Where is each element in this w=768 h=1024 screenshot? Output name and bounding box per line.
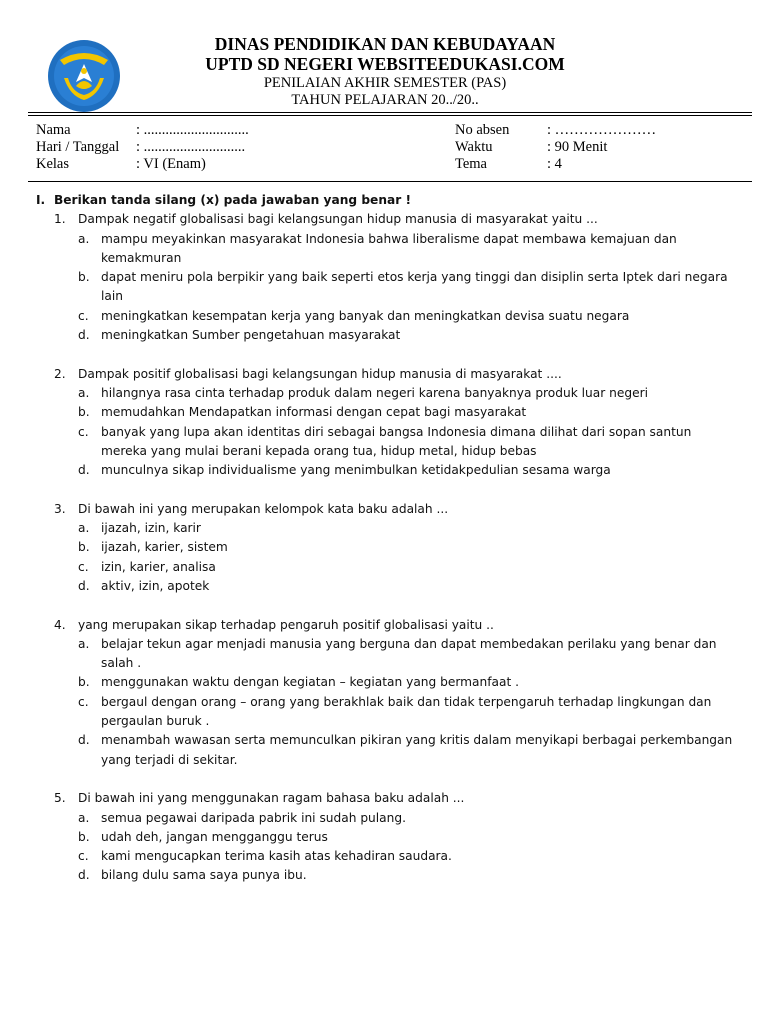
option-text: menambah wawasan serta memunculkan pikiran yang kritis dalam menyikapi berbagai perkembangan yang terjadi di sekitar.: [101, 733, 733, 767]
identity-label: Waktu: [455, 139, 493, 155]
option-text: memudahkan Mendapatkan informasi dengan cepat bagi masyarakat: [101, 405, 527, 420]
option-letter: d.: [78, 733, 90, 748]
header-divider-bottom: [28, 115, 752, 116]
tut-wuri-handayani-logo-icon: [46, 38, 122, 114]
identity-value: : 4: [547, 156, 562, 172]
answer-option: [78, 384, 736, 403]
question: [36, 616, 736, 635]
option-letter: b.: [78, 540, 90, 555]
instruction-text: Berikan tanda silang (x) pada jawaban yang benar !: [54, 193, 412, 207]
question: [36, 500, 736, 519]
spacer: [36, 770, 736, 789]
answer-option: [78, 828, 736, 847]
answer-options: [36, 635, 736, 770]
option-letter: b.: [78, 270, 90, 285]
option-letter: b.: [78, 675, 90, 690]
question: [36, 365, 736, 384]
answer-options: [36, 519, 736, 596]
option-letter: a.: [78, 810, 90, 825]
section-number: I.: [36, 193, 46, 207]
identity-label: No absen: [455, 122, 510, 138]
answer-option: [78, 809, 736, 828]
identity-value: : …………………: [547, 122, 657, 138]
option-text: belajar tekun agar menjadi manusia yang berguna dan dapat membedakan perilaku yang benar dan salah .: [101, 636, 717, 671]
option-letter: d.: [78, 328, 90, 343]
spacer: [36, 596, 736, 615]
identity-right: [455, 122, 656, 173]
identity-label: Nama: [36, 122, 71, 138]
header-school: UPTD SD NEGERI WEBSITEEDUKASI.COM: [205, 54, 565, 74]
answer-option: [78, 693, 736, 732]
question-number: 1.: [54, 212, 66, 227]
option-letter: a.: [78, 385, 90, 400]
question-number: 5.: [54, 791, 66, 806]
answer-option: [78, 307, 736, 326]
identity-value: : ............................: [136, 139, 246, 155]
option-letter: c.: [78, 849, 89, 864]
option-text: semua pegawai daripada pabrik ini sudah pulang.: [101, 810, 406, 825]
option-letter: a.: [78, 521, 90, 536]
identity-divider: [28, 181, 752, 182]
option-text: dapat meniru pola berpikir yang baik seperti etos kerja yang tinggi dan disiplin serta Iptek dari negara lain: [101, 270, 728, 304]
option-letter: d.: [78, 578, 90, 593]
option-text: bilang dulu sama saya punya ibu.: [101, 868, 307, 883]
option-text: meningkatkan kesempatan kerja yang banyak dan meningkatkan devisa suatu negara: [101, 308, 630, 323]
answer-option: [78, 673, 736, 692]
option-text: udah deh, jangan mengganggu terus: [101, 829, 328, 844]
option-letter: a.: [78, 231, 90, 246]
spacer: [36, 480, 736, 499]
question-text: yang merupakan sikap terhadap pengaruh positif globalisasi yaitu ..: [78, 617, 494, 632]
identity-value: : 90 Menit: [547, 139, 608, 155]
answer-option: [78, 847, 736, 866]
identity-label: Tema: [455, 156, 487, 172]
question-text: Dampak positif globalisasi bagi kelangsungan hidup manusia di masyarakat ....: [78, 366, 562, 381]
option-letter: c.: [78, 424, 89, 439]
question-number: 4.: [54, 617, 66, 632]
header-agency: DINAS PENDIDIKAN DAN KEBUDAYAAN: [214, 34, 556, 54]
question-text: Di bawah ini yang menggunakan ragam bahasa baku adalah ...: [78, 791, 465, 806]
option-text: izin, karier, analisa: [101, 559, 216, 574]
question: [36, 210, 736, 229]
identity-value: : VI (Enam): [136, 156, 206, 172]
school-header: [130, 34, 640, 109]
answer-option: [78, 326, 736, 345]
option-text: hilangnya rasa cinta terhadap produk dalam negeri karena banyaknya produk luar negeri: [101, 385, 648, 400]
identity-row-class: [36, 156, 249, 173]
answer-options: [36, 230, 736, 346]
identity-row-absen: [455, 122, 656, 139]
instruction: [36, 191, 736, 210]
identity-value: : .............................: [136, 122, 249, 138]
answer-option: [78, 519, 736, 538]
option-letter: c.: [78, 559, 89, 574]
option-letter: c.: [78, 308, 89, 323]
option-text: munculnya sikap individualisme yang menimbulkan ketidakpedulian sesama warga: [101, 463, 611, 478]
answer-options: [36, 384, 736, 480]
spacer: [36, 345, 736, 364]
answer-option: [78, 538, 736, 557]
option-text: menggunakan waktu dengan kegiatan – kegiatan yang bermanfaat .: [101, 675, 519, 690]
question-number: 2.: [54, 366, 66, 381]
option-text: ijazah, karier, sistem: [101, 540, 228, 555]
option-letter: b.: [78, 829, 90, 844]
option-text: meningkatkan Sumber pengetahuan masyarakat: [101, 328, 401, 343]
identity-row-name: [36, 122, 249, 139]
answer-option: [78, 577, 736, 596]
identity-row-theme: [455, 156, 656, 173]
question-text: Di bawah ini yang merupakan kelompok kata baku adalah ...: [78, 501, 449, 516]
identity-label: Kelas: [36, 156, 70, 172]
option-letter: b.: [78, 405, 90, 420]
answer-options: [36, 809, 736, 886]
answer-option: [78, 230, 736, 269]
answer-option: [78, 866, 736, 885]
question: [36, 789, 736, 808]
option-text: ijazah, izin, karir: [101, 521, 201, 536]
question-list: [36, 191, 736, 886]
option-letter: c.: [78, 694, 89, 709]
answer-option: [78, 403, 736, 422]
identity-label: Hari / Tanggal: [36, 139, 120, 155]
header-divider-top: [28, 112, 752, 113]
option-text: kami mengucapkan terima kasih atas kehadiran saudara.: [101, 849, 452, 864]
option-letter: d.: [78, 463, 90, 478]
identity-row-date: [36, 139, 249, 156]
identity-row-time: [455, 139, 656, 156]
answer-option: [78, 731, 736, 770]
option-letter: d.: [78, 868, 90, 883]
answer-option: [78, 461, 736, 480]
answer-option: [78, 423, 736, 462]
header-year: TAHUN PELAJARAN 20../20..: [291, 92, 479, 108]
option-text: mampu meyakinkan masyarakat Indonesia bahwa liberalisme dapat membawa kemajuan dan kemakmuran: [101, 231, 677, 265]
option-text: banyak yang lupa akan identitas diri sebagai bangsa Indonesia dimana dilihat dari sopan santun mereka yang mulai berani kepada orang tua, hidup metal, hidup bebas: [101, 424, 692, 458]
option-text: bergaul dengan orang – orang yang berakhlak baik dan tidak terpengaruh terhadap lingkungan dan pergaulan buruk .: [101, 694, 712, 729]
answer-option: [78, 268, 736, 307]
question-text: Dampak negatif globalisasi bagi kelangsungan hidup manusia di masyarakat yaitu ...: [78, 212, 598, 227]
answer-option: [78, 635, 736, 674]
header-exam: PENILAIAN AKHIR SEMESTER (PAS): [263, 75, 507, 91]
option-letter: a.: [78, 636, 90, 651]
identity-left: [36, 122, 249, 173]
answer-option: [78, 558, 736, 577]
question-number: 3.: [54, 501, 66, 516]
option-text: aktiv, izin, apotek: [101, 578, 210, 593]
